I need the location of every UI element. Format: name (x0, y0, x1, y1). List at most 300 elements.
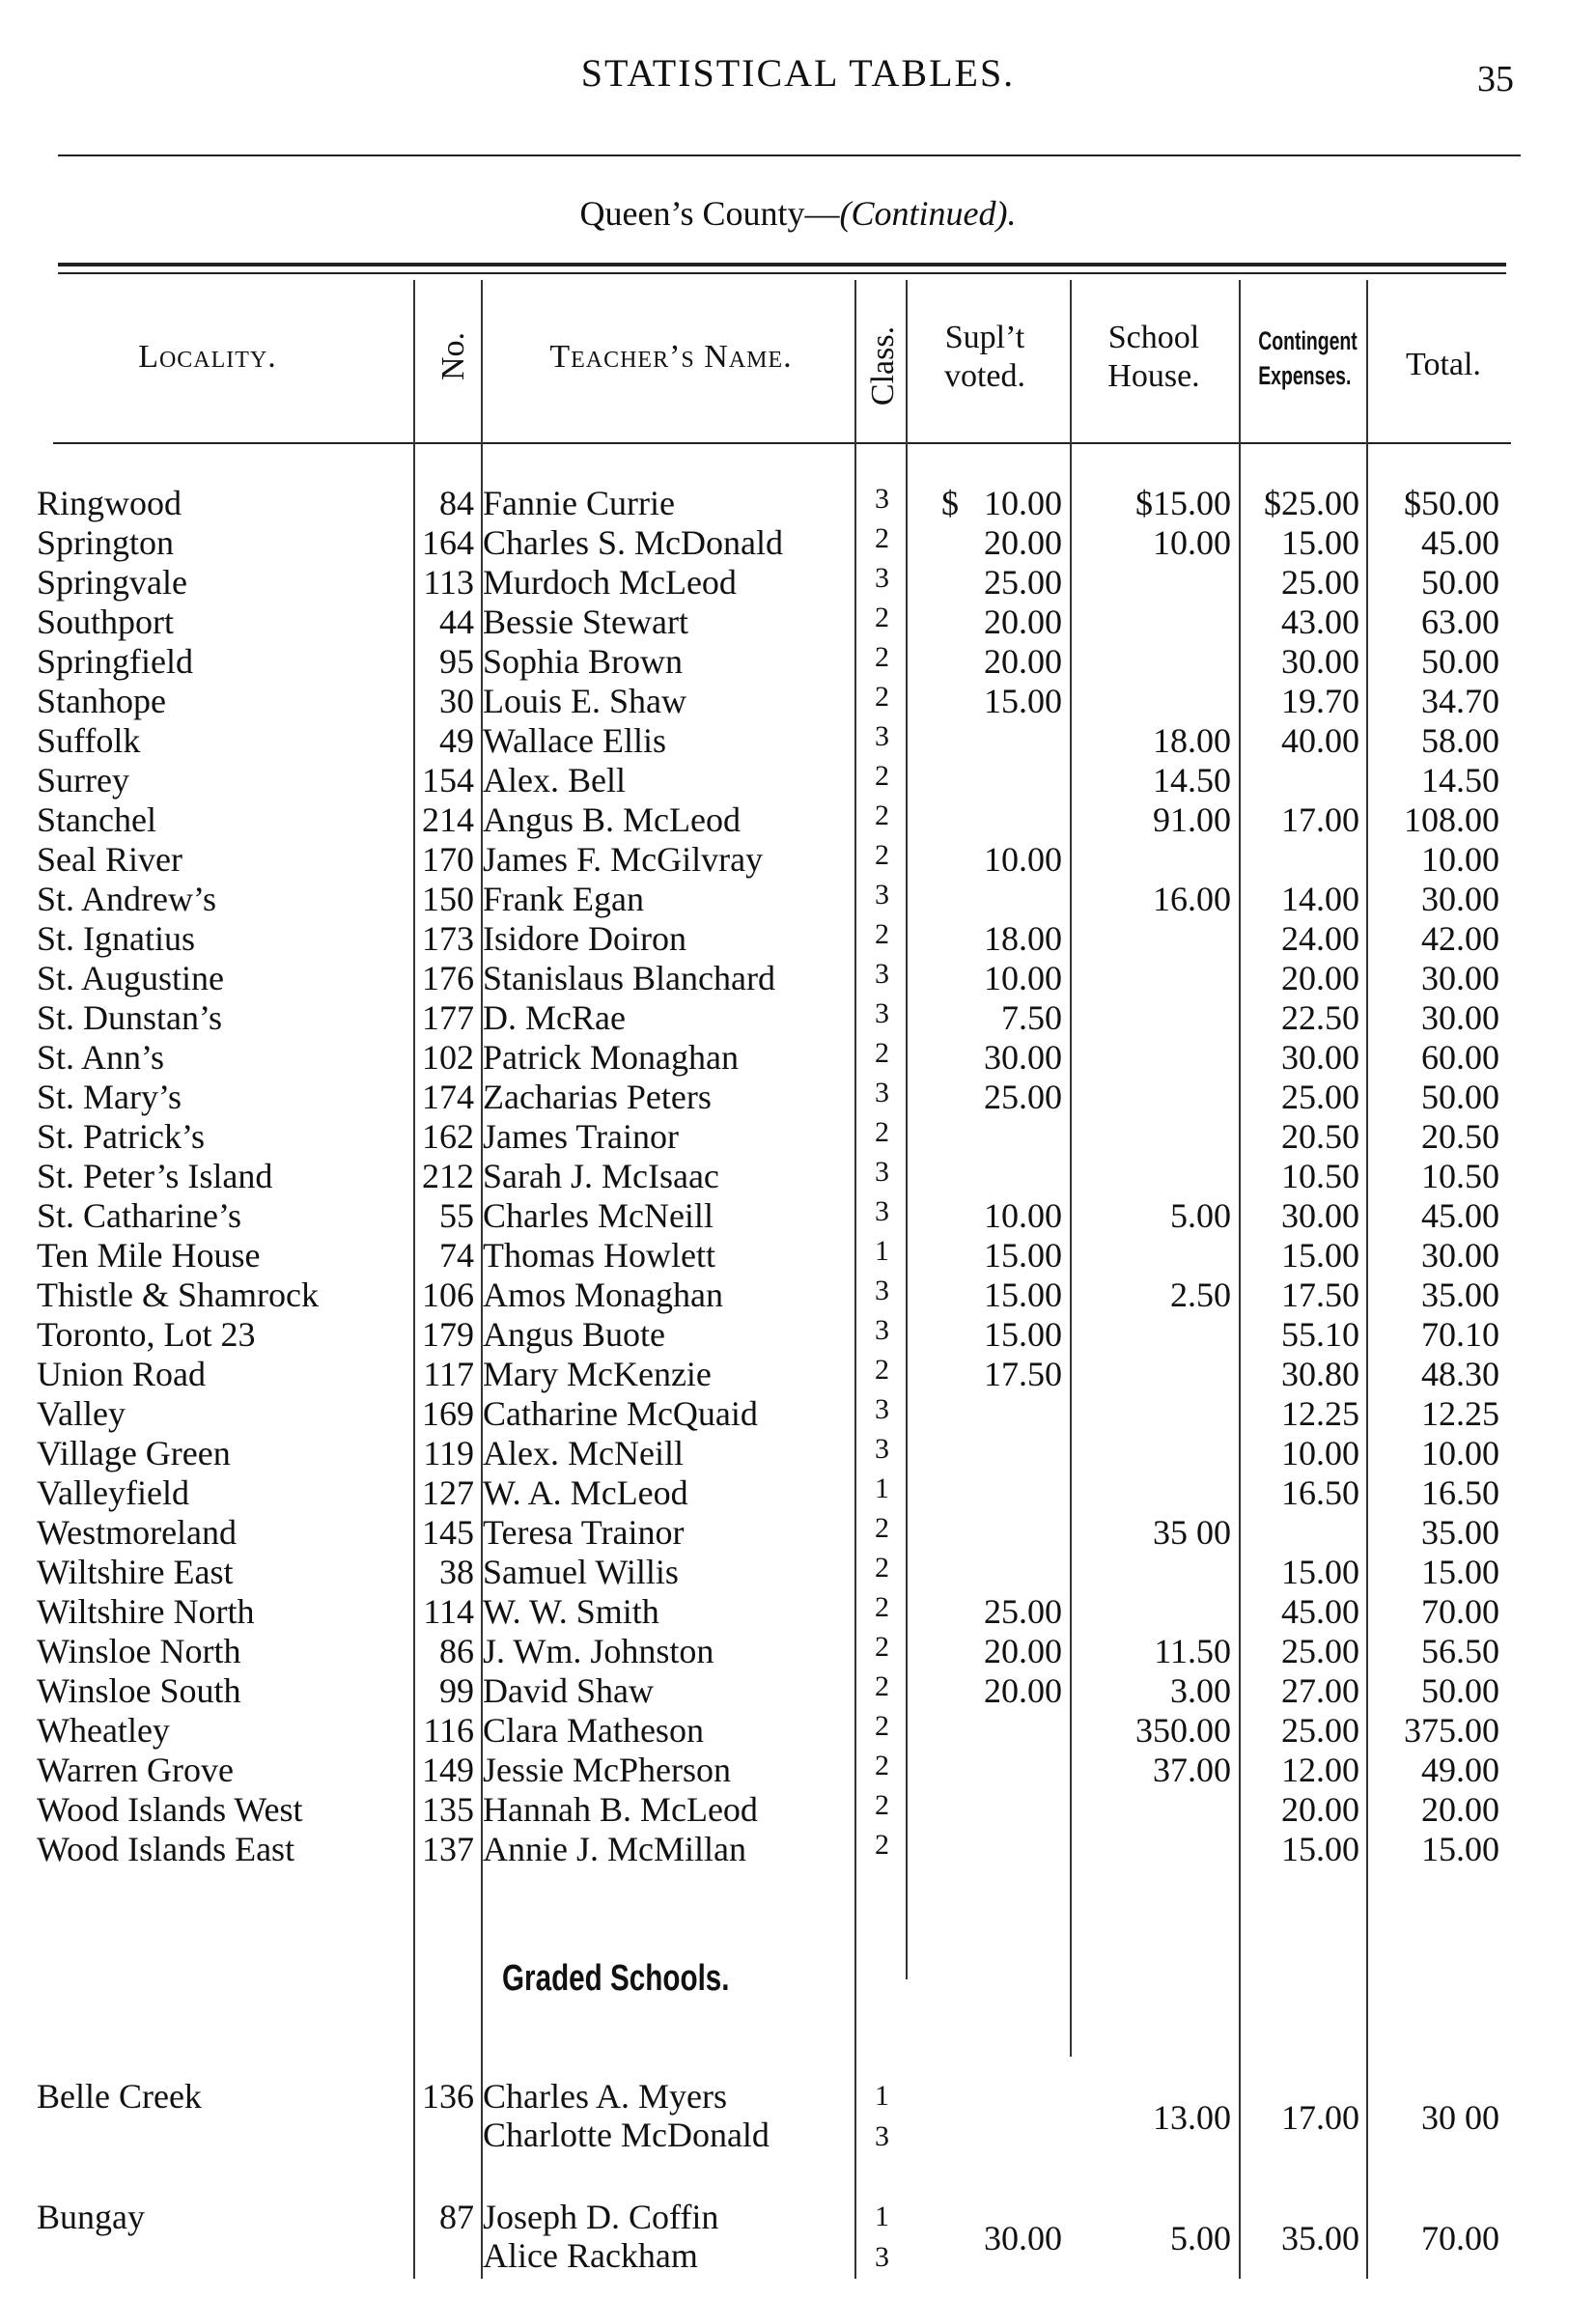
teacher-name-cell: D. McRae (483, 998, 626, 1037)
head-rule (58, 154, 1521, 156)
number-cell: 176 (422, 959, 474, 997)
supl-voted-cell: 30.00 (984, 1038, 1062, 1077)
table-row (0, 1037, 1596, 1077)
teacher-name-cell: Murdoch McLeod (483, 563, 737, 602)
supl-voted-cell: 20.00 (984, 1671, 1062, 1710)
school-house-cell: 18.00 (1153, 721, 1231, 760)
supl-voted-cell: 20.00 (984, 1632, 1062, 1670)
table-row (0, 562, 1596, 602)
locality-cell: Toronto, Lot 23 (37, 1315, 256, 1354)
teacher-name-cell: James F. McGilvray (483, 840, 764, 879)
table-row (0, 1552, 1596, 1591)
number-cell: 149 (422, 1751, 474, 1789)
locality-cell: Wiltshire East (37, 1553, 234, 1591)
total-cell: 15.00 (1421, 1553, 1499, 1591)
locality-cell: Springfield (37, 642, 193, 681)
class-cell: 2 (875, 839, 889, 871)
number-cell: 212 (422, 1157, 474, 1195)
number-cell: 170 (422, 840, 474, 879)
contingent-cell: 19.70 (1281, 682, 1359, 720)
school-house-cell: 11.50 (1154, 1632, 1231, 1670)
graded-teacher-name-cell: Alice Rackham (483, 2236, 698, 2275)
county-heading-text: Queen’s County— (579, 194, 840, 233)
graded-class-cell: 3 (875, 2120, 889, 2152)
school-house-cell: 35 00 (1153, 1513, 1231, 1552)
header-no: No. (435, 331, 471, 381)
locality-cell: Stanchel (37, 800, 156, 839)
graded-schools-heading: Graded Schools. (502, 1958, 730, 1999)
table-row (0, 720, 1596, 760)
number-cell: 30 (439, 682, 474, 720)
class-cell: 3 (875, 1156, 889, 1188)
total-cell: 375.00 (1404, 1711, 1499, 1750)
teacher-name-cell: Annie J. McMillan (483, 1830, 746, 1868)
number-cell: 113 (423, 563, 474, 602)
table-row (0, 1156, 1596, 1195)
header-contingent-expenses (1241, 323, 1366, 393)
teacher-name-cell: Hannah B. McLeod (483, 1790, 758, 1829)
teacher-name-cell: Amos Monaghan (483, 1276, 723, 1314)
school-house-cell: 10.00 (1153, 523, 1231, 562)
header-supl-voted (903, 319, 1067, 396)
locality-cell: Village Green (37, 1434, 231, 1472)
total-cell: 14.50 (1421, 761, 1499, 799)
number-cell: 99 (439, 1671, 474, 1710)
supl-voted-cell: 15.00 (984, 1315, 1062, 1354)
class-cell: 2 (875, 602, 889, 633)
teacher-name-cell: Samuel Willis (483, 1553, 679, 1591)
teacher-name-cell: Patrick Monaghan (483, 1038, 739, 1077)
table-row (0, 1710, 1596, 1750)
locality-cell: St. Ann’s (37, 1038, 165, 1077)
locality-cell: Wheatley (37, 1711, 170, 1750)
table-row (0, 958, 1596, 997)
contingent-cell: 17.50 (1281, 1276, 1359, 1314)
number-cell: 179 (422, 1315, 474, 1354)
number-cell: 114 (423, 1592, 474, 1631)
total-cell: 35.00 (1421, 1276, 1499, 1314)
contingent-cell: 25.00 (1281, 1078, 1359, 1116)
table-row (0, 918, 1596, 958)
locality-cell: Wood Islands East (37, 1830, 295, 1868)
locality-cell: Wood Islands West (37, 1790, 303, 1829)
header-total: Total. (1406, 347, 1481, 382)
contingent-cell: 30.00 (1281, 1196, 1359, 1235)
class-cell: 1 (875, 1472, 889, 1504)
teacher-name-cell: W. A. McLeod (483, 1473, 688, 1512)
number-cell: 162 (422, 1117, 474, 1156)
table-row (0, 1512, 1596, 1552)
contingent-cell: 14.00 (1281, 880, 1359, 918)
teacher-name-cell: Sophia Brown (483, 642, 683, 681)
locality-cell: St. Andrew’s (37, 880, 217, 918)
total-cell: 50.00 (1421, 563, 1499, 602)
class-cell: 3 (875, 958, 889, 990)
locality-cell: Suffolk (37, 721, 141, 760)
contingent-cell: 24.00 (1281, 919, 1359, 958)
graded-teacher-name-cell: Joseph D. Coffin (483, 2198, 719, 2236)
supl-voted-cell: 20.00 (984, 642, 1062, 681)
county-heading (0, 193, 1596, 234)
supl-voted-cell: 20.00 (984, 603, 1062, 641)
class-cell: 2 (875, 918, 889, 950)
total-cell: 35.00 (1421, 1513, 1499, 1552)
graded-total-cell: 30 00 (1421, 2098, 1499, 2137)
header-class: Class. (865, 325, 901, 407)
contingent-cell: 15.00 (1281, 1236, 1359, 1275)
graded-number-cell: 136 (422, 2077, 474, 2116)
number-cell: 145 (422, 1513, 474, 1552)
class-cell: 2 (875, 799, 889, 831)
total-cell: 10.50 (1421, 1157, 1499, 1195)
table-row (0, 1670, 1596, 1710)
table-row (0, 997, 1596, 1037)
locality-cell: Ten Mile House (37, 1236, 261, 1275)
contingent-cell: 12.25 (1281, 1394, 1359, 1433)
locality-cell: Surrey (37, 761, 129, 799)
contingent-cell: $25.00 (1264, 484, 1359, 522)
total-cell: 20.50 (1421, 1117, 1499, 1156)
number-cell: 177 (422, 998, 474, 1037)
class-cell: 2 (875, 1789, 889, 1821)
class-cell: 3 (875, 483, 889, 515)
contingent-cell: 30.00 (1281, 1038, 1359, 1077)
contingent-cell: 10.50 (1281, 1157, 1359, 1195)
total-cell: 20.00 (1421, 1790, 1499, 1829)
teacher-name-cell: David Shaw (483, 1671, 654, 1710)
teacher-name-cell: Alex. Bell (483, 761, 626, 799)
dollar-sign: $ (941, 484, 959, 522)
teacher-name-cell: Frank Egan (483, 880, 644, 918)
teacher-name-cell: W. W. Smith (483, 1592, 659, 1631)
number-cell: 117 (423, 1355, 474, 1393)
contingent-cell: 30.00 (1281, 642, 1359, 681)
number-cell: 164 (422, 523, 474, 562)
graded-contingent-cell: 17.00 (1281, 2098, 1359, 2137)
teacher-name-cell: Jessie McPherson (483, 1751, 731, 1789)
locality-cell: Winsloe North (37, 1632, 241, 1670)
class-cell: 3 (875, 1433, 889, 1465)
number-cell: 116 (423, 1711, 474, 1750)
school-house-cell: 2.50 (1170, 1276, 1231, 1314)
contingent-cell: 55.10 (1281, 1315, 1359, 1354)
teacher-name-cell: Wallace Ellis (483, 721, 667, 760)
table-row (0, 1077, 1596, 1116)
class-cell: 2 (875, 681, 889, 713)
supl-voted-cell: 18.00 (984, 919, 1062, 958)
header-school-house (1072, 319, 1236, 396)
contingent-cell: 43.00 (1281, 603, 1359, 641)
teacher-name-cell: Louis E. Shaw (483, 682, 686, 720)
number-cell: 95 (439, 642, 474, 681)
total-cell: 63.00 (1421, 603, 1499, 641)
contingent-cell: 45.00 (1281, 1592, 1359, 1631)
school-house-cell: $15.00 (1135, 484, 1231, 522)
teacher-name-cell: Charles McNeill (483, 1196, 714, 1235)
table-row (0, 1116, 1596, 1156)
total-cell: 30.00 (1421, 998, 1499, 1037)
table-row (0, 1472, 1596, 1512)
number-cell: 173 (422, 919, 474, 958)
class-cell: 2 (875, 1116, 889, 1148)
locality-cell: Springton (37, 523, 175, 562)
class-cell: 3 (875, 720, 889, 752)
total-cell: 34.70 (1421, 682, 1499, 720)
class-cell: 2 (875, 1552, 889, 1584)
supl-voted-cell: 15.00 (984, 1236, 1062, 1275)
table-row (0, 602, 1596, 641)
locality-cell: Seal River (37, 840, 182, 879)
locality-cell: Winsloe South (37, 1671, 241, 1710)
number-cell: 119 (423, 1434, 474, 1472)
number-cell: 74 (439, 1236, 474, 1275)
class-cell: 2 (875, 522, 889, 554)
page-number: 35 (1477, 59, 1514, 99)
teacher-name-cell: Charles S. McDonald (483, 523, 783, 562)
number-cell: 55 (439, 1196, 474, 1235)
locality-cell: Wiltshire North (37, 1592, 255, 1631)
supl-voted-cell: 15.00 (984, 1276, 1062, 1314)
graded-row-part (0, 2097, 1596, 2137)
teacher-name-cell: Bessie Stewart (483, 603, 688, 641)
table-row (0, 1354, 1596, 1393)
table-row (0, 799, 1596, 839)
graded-school-house-cell: 13.00 (1153, 2098, 1231, 2137)
class-cell: 3 (875, 1275, 889, 1306)
class-cell: 2 (875, 1710, 889, 1742)
number-cell: 137 (422, 1830, 474, 1868)
table-row (0, 1631, 1596, 1670)
contingent-cell: 10.00 (1281, 1434, 1359, 1472)
class-cell: 3 (875, 1314, 889, 1346)
school-house-cell: 5.00 (1170, 1196, 1231, 1235)
contingent-cell: 20.00 (1281, 959, 1359, 997)
header-house-line2: House. (1107, 358, 1200, 394)
class-cell: 3 (875, 879, 889, 911)
header-supl-line2: voted. (943, 358, 1026, 394)
table-row (0, 522, 1596, 562)
total-cell: 10.00 (1421, 1434, 1499, 1472)
supl-voted-cell: 20.00 (984, 523, 1062, 562)
school-house-cell: 14.50 (1153, 761, 1231, 799)
number-cell: 38 (439, 1553, 474, 1591)
locality-cell: St. Catharine’s (37, 1196, 241, 1235)
contingent-cell: 20.50 (1281, 1117, 1359, 1156)
number-cell: 102 (422, 1038, 474, 1077)
locality-cell: Westmoreland (37, 1513, 238, 1552)
locality-cell: Thistle & Shamrock (37, 1276, 319, 1314)
number-cell: 84 (439, 484, 474, 522)
contingent-cell: 22.50 (1281, 998, 1359, 1037)
table-top-rule-thick (58, 263, 1506, 266)
number-cell: 154 (422, 761, 474, 799)
total-cell: 30.00 (1421, 880, 1499, 918)
teacher-name-cell: Clara Matheson (483, 1711, 704, 1750)
class-cell: 3 (875, 997, 889, 1029)
teacher-name-cell: Alex. McNeill (483, 1434, 684, 1472)
county-heading-continued: (Continued). (839, 194, 1017, 233)
header-cont-line2: Expenses. (1258, 361, 1352, 390)
school-house-cell: 91.00 (1153, 800, 1231, 839)
total-cell: 70.10 (1421, 1315, 1499, 1354)
supl-voted-cell: 10.00 (984, 840, 1062, 879)
total-cell: 50.00 (1421, 1078, 1499, 1116)
graded-class-cell: 1 (875, 2080, 889, 2112)
total-cell: 42.00 (1421, 919, 1499, 958)
locality-cell: Southport (37, 603, 175, 641)
number-cell: 174 (422, 1078, 474, 1116)
contingent-cell: 25.00 (1281, 563, 1359, 602)
contingent-cell: 16.50 (1281, 1473, 1359, 1512)
table-row (0, 1750, 1596, 1789)
locality-cell: St. Dunstan’s (37, 998, 223, 1037)
locality-cell: Warren Grove (37, 1751, 234, 1789)
header-locality: Locality. (138, 339, 277, 375)
graded-supl-voted-cell: 30.00 (984, 2219, 1062, 2257)
table-row (0, 1393, 1596, 1433)
teacher-name-cell: Angus B. McLeod (483, 800, 741, 839)
class-cell: 2 (875, 1631, 889, 1663)
class-cell: 3 (875, 562, 889, 594)
school-house-cell: 37.00 (1153, 1751, 1231, 1789)
graded-locality-cell: Bungay (37, 2198, 145, 2236)
table-row (0, 1829, 1596, 1868)
graded-teacher-name-cell: Charlotte McDonald (483, 2116, 770, 2154)
teacher-name-cell: Teresa Trainor (483, 1513, 685, 1552)
locality-cell: Ringwood (37, 484, 182, 522)
locality-cell: Stanhope (37, 682, 166, 720)
class-cell: 2 (875, 760, 889, 792)
contingent-cell: 15.00 (1281, 1830, 1359, 1868)
teacher-name-cell: Isidore Doiron (483, 919, 686, 958)
contingent-cell: 40.00 (1281, 721, 1359, 760)
locality-cell: Valley (37, 1394, 126, 1433)
total-cell: 58.00 (1421, 721, 1499, 760)
graded-contingent-cell: 35.00 (1281, 2219, 1359, 2257)
supl-voted-cell: 25.00 (984, 1078, 1062, 1116)
total-cell: 12.25 (1421, 1394, 1499, 1433)
teacher-name-cell: Zacharias Peters (483, 1078, 712, 1116)
number-cell: 127 (422, 1473, 474, 1512)
contingent-cell: 30.80 (1281, 1355, 1359, 1393)
contingent-cell: 25.00 (1281, 1711, 1359, 1750)
supl-voted-cell: 17.50 (984, 1355, 1062, 1393)
contingent-cell: 20.00 (1281, 1790, 1359, 1829)
header-supl-line1: Supl’t (944, 320, 1025, 355)
contingent-cell: 27.00 (1281, 1671, 1359, 1710)
number-cell: 150 (422, 880, 474, 918)
locality-cell: St. Ignatius (37, 919, 196, 958)
supl-voted-cell: 15.00 (984, 682, 1062, 720)
number-cell: 106 (422, 1276, 474, 1314)
table-row (0, 760, 1596, 799)
teacher-name-cell: Thomas Howlett (483, 1236, 715, 1275)
supl-voted-cell: 7.50 (1001, 998, 1062, 1037)
table-row (0, 1235, 1596, 1275)
class-cell: 2 (875, 1670, 889, 1702)
graded-school-house-cell: 5.00 (1170, 2219, 1231, 2257)
table-row (0, 879, 1596, 918)
total-cell: 50.00 (1421, 1671, 1499, 1710)
contingent-cell: 15.00 (1281, 1553, 1359, 1591)
class-cell: 2 (875, 1829, 889, 1861)
graded-class-cell: 3 (875, 2241, 889, 2273)
locality-cell: St. Peter’s Island (37, 1157, 273, 1195)
class-cell: 3 (875, 1393, 889, 1425)
total-cell: 56.50 (1421, 1632, 1499, 1670)
table-row (0, 1591, 1596, 1631)
number-cell: 214 (422, 800, 474, 839)
locality-cell: Springvale (37, 563, 187, 602)
teacher-name-cell: J. Wm. Johnston (483, 1632, 714, 1670)
graded-class-cell: 1 (875, 2201, 889, 2232)
number-cell: 44 (439, 603, 474, 641)
supl-voted-cell: 10.00 (984, 484, 1062, 522)
graded-total-cell: 70.00 (1421, 2219, 1499, 2257)
class-cell: 2 (875, 1591, 889, 1623)
class-cell: 2 (875, 1512, 889, 1544)
total-cell: 45.00 (1421, 1196, 1499, 1235)
table-row (0, 1789, 1596, 1829)
total-cell: 70.00 (1421, 1592, 1499, 1631)
locality-cell: St. Augustine (37, 959, 225, 997)
header-house-line1: School (1107, 320, 1200, 355)
header-teacher-name: Teacher’s Name. (549, 339, 793, 375)
table-row (0, 1195, 1596, 1235)
number-cell: 86 (439, 1632, 474, 1670)
total-cell: 49.00 (1421, 1751, 1499, 1789)
locality-cell: St. Mary’s (37, 1078, 182, 1116)
total-cell: 108.00 (1404, 800, 1499, 839)
locality-cell: Union Road (37, 1355, 206, 1393)
contingent-cell: 25.00 (1281, 1632, 1359, 1670)
teacher-name-cell: Catharine McQuaid (483, 1394, 758, 1433)
class-cell: 3 (875, 1077, 889, 1108)
graded-teacher-name-cell: Charles A. Myers (483, 2077, 727, 2116)
total-cell: 10.00 (1421, 840, 1499, 879)
class-cell: 3 (875, 1195, 889, 1227)
class-cell: 2 (875, 641, 889, 673)
header-cont-line1: Contingent (1258, 326, 1358, 355)
total-cell: $50.00 (1404, 484, 1499, 522)
teacher-name-cell: Sarah J. McIsaac (483, 1157, 719, 1195)
table-row (0, 1433, 1596, 1472)
table-row (0, 839, 1596, 879)
teacher-name-cell: Fannie Currie (483, 484, 675, 522)
number-cell: 135 (422, 1790, 474, 1829)
graded-locality-cell: Belle Creek (37, 2077, 202, 2116)
class-cell: 2 (875, 1750, 889, 1781)
number-cell: 49 (439, 721, 474, 760)
locality-cell: St. Patrick’s (37, 1117, 206, 1156)
school-house-cell: 350.00 (1135, 1711, 1231, 1750)
teacher-name-cell: Mary McKenzie (483, 1355, 712, 1393)
class-cell: 2 (875, 1354, 889, 1386)
total-cell: 48.30 (1421, 1355, 1499, 1393)
graded-row-part (0, 2218, 1596, 2257)
contingent-cell: 15.00 (1281, 523, 1359, 562)
locality-cell: Valleyfield (37, 1473, 189, 1512)
graded-number-cell: 87 (439, 2198, 474, 2236)
table-row (0, 681, 1596, 720)
total-cell: 50.00 (1421, 642, 1499, 681)
total-cell: 30.00 (1421, 959, 1499, 997)
number-cell: 169 (422, 1394, 474, 1433)
table-row (0, 1314, 1596, 1354)
teacher-name-cell: James Trainor (483, 1117, 680, 1156)
total-cell: 16.50 (1421, 1473, 1499, 1512)
supl-voted-cell: 25.00 (984, 1592, 1062, 1631)
